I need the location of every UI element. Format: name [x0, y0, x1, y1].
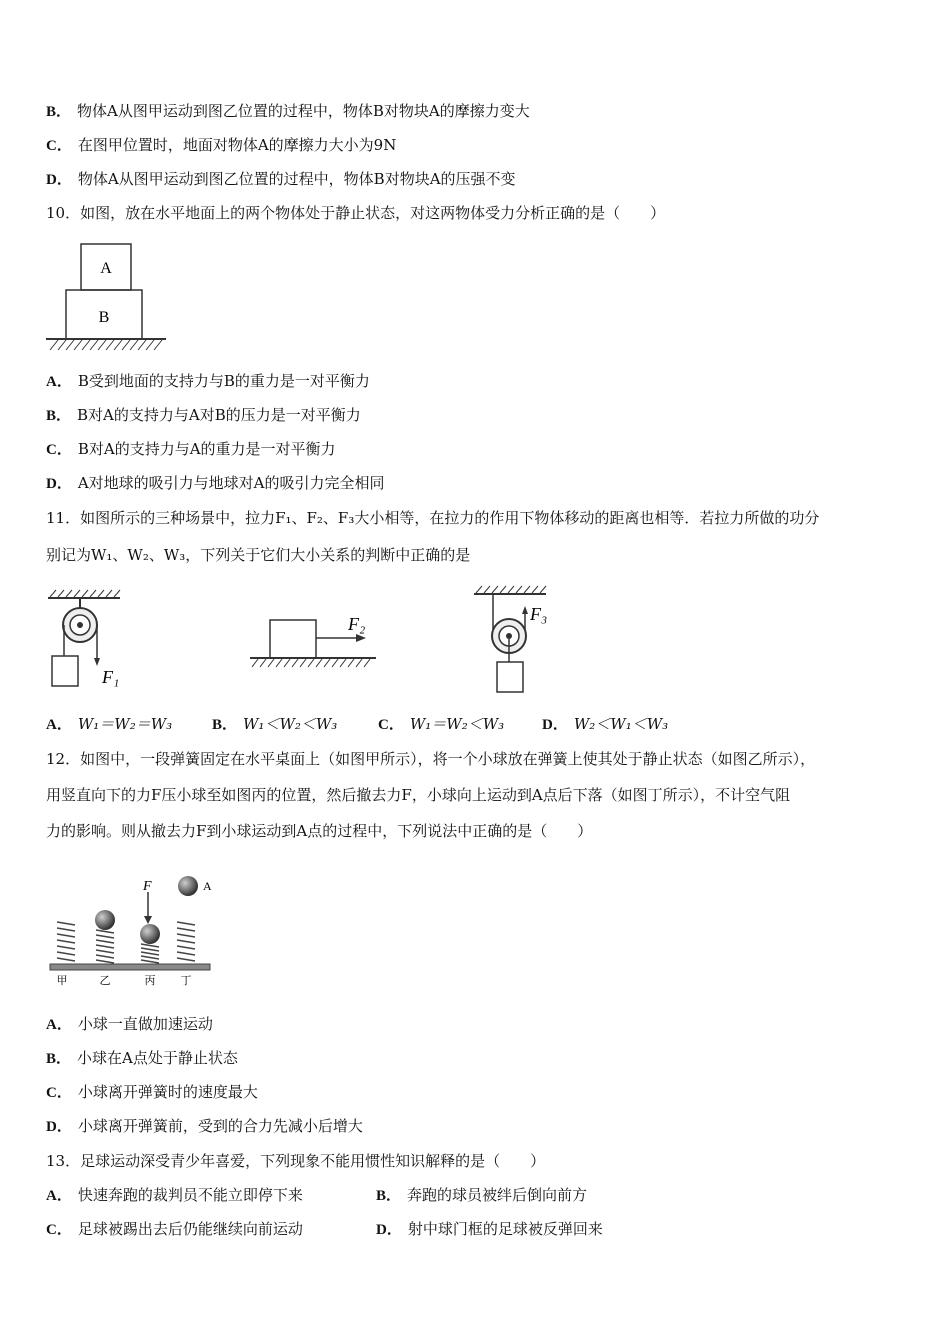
option-label: D． — [46, 476, 72, 492]
option-text: B对A的支持力与A的重力是一对平衡力 — [77, 440, 336, 458]
option-text: 物体A从图甲运动到图乙位置的过程中，物体B对物块A的摩擦力变大 — [77, 102, 530, 120]
q12-stem-line3: 力的影响。则从撤去力F到小球运动到A点的过程中，下列说法中正确的是（ ） — [46, 822, 593, 840]
option-text: B受到地面的支持力与B的重力是一对平衡力 — [77, 372, 370, 390]
q10-option-c — [46, 438, 336, 461]
option-text: 小球一直做加速运动 — [77, 1015, 213, 1033]
option-label: D． — [46, 1119, 72, 1135]
q9-option-b — [46, 100, 530, 123]
option-text: 小球离开弹簧时的速度最大 — [77, 1083, 258, 1101]
hanging-block — [52, 656, 78, 686]
option-label: B． — [212, 717, 238, 733]
q10-option-a — [46, 370, 370, 393]
caption-bing: 丙 — [144, 975, 156, 987]
caption-ding: 丁 — [180, 975, 192, 987]
option-label: B． — [46, 104, 72, 120]
q13-option-d — [376, 1218, 603, 1241]
q12-figure-springs — [48, 872, 214, 990]
option-label: A． — [46, 374, 72, 390]
option-label: A． — [46, 1017, 72, 1033]
option-label: C． — [378, 717, 404, 733]
q11-option-c — [378, 713, 504, 736]
q13-option-b — [376, 1184, 587, 1207]
option-label: C． — [46, 1222, 72, 1238]
fig-force-label: F — [143, 879, 152, 894]
option-text: 小球离开弹簧前，受到的合力先减小后增大 — [77, 1117, 363, 1135]
q9-option-c — [46, 134, 396, 157]
hanging-block — [497, 662, 523, 692]
q11-option-b — [212, 713, 337, 736]
ball-point-a — [178, 876, 198, 896]
q11-figure-fixed-pulley — [44, 588, 134, 696]
force-label-f3: F₃ — [530, 604, 548, 624]
option-text: W₂＜W₁＜W₃ — [573, 715, 669, 733]
option-text: 物体A从图甲运动到图乙位置的过程中，物体B对物块A的压强不变 — [77, 170, 516, 188]
force-label-f2: F₂ — [348, 614, 366, 634]
option-label: B． — [376, 1188, 402, 1204]
caption-jia: 甲 — [56, 975, 68, 987]
spring-ding — [177, 922, 195, 961]
table-surface — [50, 964, 210, 970]
option-text: A对地球的吸引力与地球对A的吸引力完全相同 — [77, 474, 385, 492]
option-label: C． — [46, 1085, 72, 1101]
q11-stem-line2: 别记为W₁、W₂、W₃，下列关于它们大小关系的判断中正确的是 — [46, 546, 471, 564]
block-a-label: A — [100, 260, 112, 277]
option-text: B对A的支持力与A对B的压力是一对平衡力 — [77, 406, 361, 424]
q9-option-d — [46, 168, 516, 191]
option-text: 奔跑的球员被绊后倒向前方 — [407, 1186, 588, 1204]
ball-bing — [140, 924, 160, 944]
option-text: 在图甲位置时，地面对物体A的摩擦力大小为9N — [77, 136, 397, 154]
q10-option-d — [46, 472, 385, 495]
q12-option-b — [46, 1047, 238, 1070]
q13-option-c — [46, 1218, 303, 1241]
option-label: C． — [46, 138, 72, 154]
option-text: 足球被踢出去后仍能继续向前运动 — [77, 1220, 303, 1238]
q11-stem-line1: 11．如图所示的三种场景中，拉力F₁、F₂、F₃大小相等，在拉力的作用下物体移动的距离也相等．若拉力所做的功分 — [46, 509, 820, 527]
q13-option-a — [46, 1184, 303, 1207]
option-label: A． — [46, 717, 72, 733]
block-b-label: B — [98, 309, 110, 326]
option-text: 小球在A点处于静止状态 — [77, 1049, 238, 1067]
option-label: A． — [46, 1188, 72, 1204]
q11-figure-movable-pulley — [470, 584, 560, 696]
option-label: D． — [376, 1222, 402, 1238]
ground-hatch — [50, 340, 162, 350]
fig-point-label: A — [203, 879, 212, 893]
q11-option-d — [542, 713, 668, 736]
q10-stem: 10．如图，放在水平地面上的两个物体处于静止状态，对这两物体受力分析正确的是（ ） — [46, 204, 666, 222]
option-text: W₁＜W₂＜W₃ — [243, 715, 338, 733]
caption-yi: 乙 — [99, 975, 111, 987]
option-label: B． — [46, 408, 72, 424]
option-label: C． — [46, 442, 72, 458]
option-label: D． — [542, 717, 568, 733]
option-label: D． — [46, 172, 72, 188]
q12-stem-line2: 用竖直向下的力F压小球至如图丙的位置，然后撤去力F，小球向上运动到A点后下落（如图丁所示），不计空气阻 — [46, 786, 791, 804]
q12-option-a — [46, 1013, 213, 1036]
sliding-block — [270, 620, 316, 658]
force-label-f1: F₁ — [102, 667, 120, 687]
q12-option-c — [46, 1081, 258, 1104]
q11-figure-horizontal-pull — [246, 610, 382, 670]
q13-stem: 13．足球运动深受青少年喜爱，下列现象不能用惯性知识解释的是（ ） — [46, 1152, 546, 1170]
spring-bing — [141, 944, 159, 963]
option-text: W₁＝W₂＝W₃ — [77, 715, 173, 733]
option-text: 射中球门框的足球被反弹回来 — [407, 1220, 603, 1238]
q12-option-d — [46, 1115, 363, 1138]
q10-option-b — [46, 404, 361, 427]
ball-yi — [95, 910, 115, 930]
option-text: 快速奔跑的裁判员不能立即停下来 — [77, 1186, 303, 1204]
q10-figure-stacked-blocks — [44, 240, 170, 356]
spring-jia — [57, 922, 75, 961]
q11-option-a — [46, 713, 172, 736]
option-text: W₁＝W₂＜W₃ — [409, 715, 505, 733]
spring-yi — [96, 930, 114, 963]
q12-stem-line1: 12．如图中，一段弹簧固定在水平桌面上（如图甲所示），将一个小球放在弹簧上使其处于静止状态（如图乙所示）， — [46, 750, 816, 768]
option-label: B． — [46, 1051, 72, 1067]
